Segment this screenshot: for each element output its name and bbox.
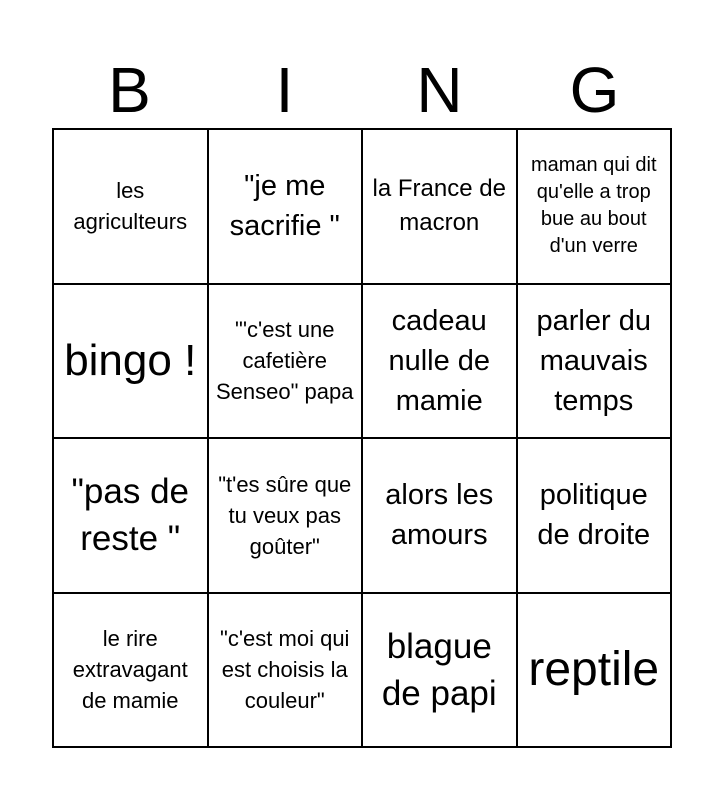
bingo-cell-7[interactable]: cadeau nulle de mamie xyxy=(363,285,518,440)
bingo-cell-10[interactable]: "t'es sûre que tu veux pas goûter" xyxy=(209,439,364,594)
bingo-cell-16[interactable]: reptile xyxy=(518,594,673,749)
bingo-cell-4[interactable]: maman qui dit qu'elle a trop bue au bout d'un verre xyxy=(518,130,673,285)
bingo-cell-1[interactable]: les agriculteurs xyxy=(54,130,209,285)
bingo-cell-12[interactable]: politique de droite xyxy=(518,439,673,594)
bingo-cell-11[interactable]: alors les amours xyxy=(363,439,518,594)
bingo-cell-5[interactable]: bingo ! xyxy=(54,285,209,440)
bingo-cell-13[interactable]: le rire extravagant de mamie xyxy=(54,594,209,749)
bingo-header xyxy=(52,52,672,128)
bingo-cell-15[interactable]: blague de papi xyxy=(363,594,518,749)
bingo-cell-14[interactable]: "c'est moi qui est choisis la couleur" xyxy=(209,594,364,749)
bingo-cell-3[interactable]: la France de macron xyxy=(363,130,518,285)
bingo-cell-8[interactable]: parler du mauvais temps xyxy=(518,285,673,440)
header-letter-g: G xyxy=(569,54,620,126)
header-letter-b: B xyxy=(108,54,151,126)
header-letter-n: N xyxy=(416,54,463,126)
bingo-card xyxy=(52,128,672,748)
bingo-cell-2[interactable]: "je me sacrifie " xyxy=(209,130,364,285)
bingo-cell-6[interactable]: "'c'est une cafetière Senseo" papa xyxy=(209,285,364,440)
bingo-cell-9[interactable]: "pas de reste " xyxy=(54,439,209,594)
header-letter-i: I xyxy=(275,54,294,126)
